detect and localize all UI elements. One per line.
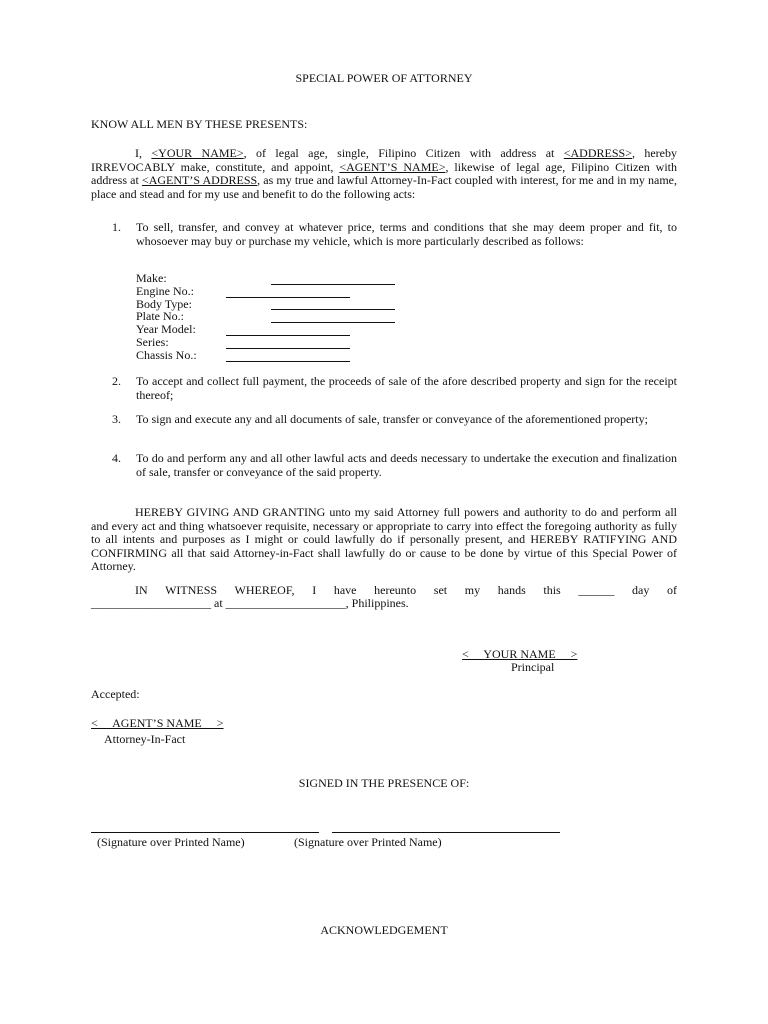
witness-line-2: ____________________ at ____________________, Philippines. [91, 596, 409, 610]
principal-name: < YOUR NAME > [462, 647, 578, 661]
address-placeholder: <ADDRESS> [563, 146, 632, 160]
opening-paragraph: I, <YOUR NAME>, of legal age, single, Filipino Citizen with address at <ADDRESS>, hereby IRREVOCABLY make, constitute, and appoint, <AGENT’S NAME>, likewise of legal age, Filipino Citizen with address at <AGENT’S ADDRESS, as my true and lawful Attorney-In-Fact coupled with interest, for me and in my name, place and stead and for my use and benefit to do the following acts: [91, 146, 677, 201]
field-label-body-type: Body Type: [136, 297, 192, 311]
witness-line-1: IN WITNESS WHEREOF, I have hereunto set my hands this ______ day of [135, 583, 677, 597]
field-blank-engine-no [226, 297, 350, 298]
intro-heading: KNOW ALL MEN BY THESE PRESENTS: [91, 117, 308, 131]
field-label-engine-no: Engine No.: [136, 284, 194, 298]
field-label-series: Series: [136, 335, 169, 349]
field-blank-make [271, 284, 395, 285]
granting-paragraph: HEREBY GIVING AND GRANTING unto my said Attorney full powers and authority to do and perform all and every act and thing whatsoever requisite, necessary or appropriate to carry into effect the foregoing authority as fully to all intents and purposes as I might or could lawfully do if personally present, and HEREBY RATIFYING AND CONFIRMING all that said Attorney-in-Fact shall lawfully do or cause to be done by virtue of this Special Power of Attorney. [91, 505, 677, 573]
field-label-chassis-no: Chassis No.: [136, 348, 197, 362]
item-text: To do and perform any and all other lawful acts and deeds necessary to undertake the execution and finalization of sale, transfer or conveyance of the said property. [136, 451, 677, 479]
field-label-year-model: Year Model: [136, 322, 196, 336]
agent-name: < AGENT’S NAME > [91, 716, 224, 730]
witness-signature-line-2 [332, 832, 560, 833]
accepted-label: Accepted: [91, 687, 140, 701]
agent-name-placeholder: <AGENT’S NAME> [339, 159, 446, 174]
field-blank-plate-no [271, 322, 395, 323]
signed-in-presence-heading: SIGNED IN THE PRESENCE OF: [298, 776, 470, 790]
acknowledgement-heading: ACKNOWLEDGEMENT [320, 923, 448, 937]
item-text: To sign and execute any and all documents of sale, transfer or conveyance of the aforementioned property; [136, 412, 648, 426]
your-name-placeholder: <YOUR NAME> [151, 146, 244, 160]
item-text: To sell, transfer, and convey at whatever price, terms and conditions that she may deem proper and fit, to whosoever may buy or purchase my vehicle, which is more particularly described as follows: [136, 220, 677, 248]
field-blank-body-type [271, 309, 395, 310]
item-text: To accept and collect full payment, the proceeds of sale of the afore described property and sign for the receipt thereof; [136, 374, 677, 402]
agent-address-placeholder: <AGENT’S ADDRESS [141, 173, 258, 187]
field-label-make: Make: [136, 271, 167, 285]
principal-role: Principal [511, 660, 555, 674]
item-number: 4. [112, 451, 121, 465]
document-title: SPECIAL POWER OF ATTORNEY [295, 71, 473, 85]
witness-signature-caption-1: (Signature over Printed Name) [97, 835, 245, 849]
field-blank-series [226, 348, 350, 349]
agent-role: Attorney-In-Fact [104, 732, 186, 746]
witness-signature-caption-2: (Signature over Printed Name) [294, 835, 442, 849]
field-blank-chassis-no [226, 361, 350, 362]
item-number: 1. [112, 220, 121, 234]
item-number: 2. [112, 374, 121, 388]
field-label-plate-no: Plate No.: [136, 309, 184, 323]
item-number: 3. [112, 412, 121, 426]
field-blank-year-model [226, 335, 350, 336]
witness-signature-line-1 [91, 832, 319, 833]
